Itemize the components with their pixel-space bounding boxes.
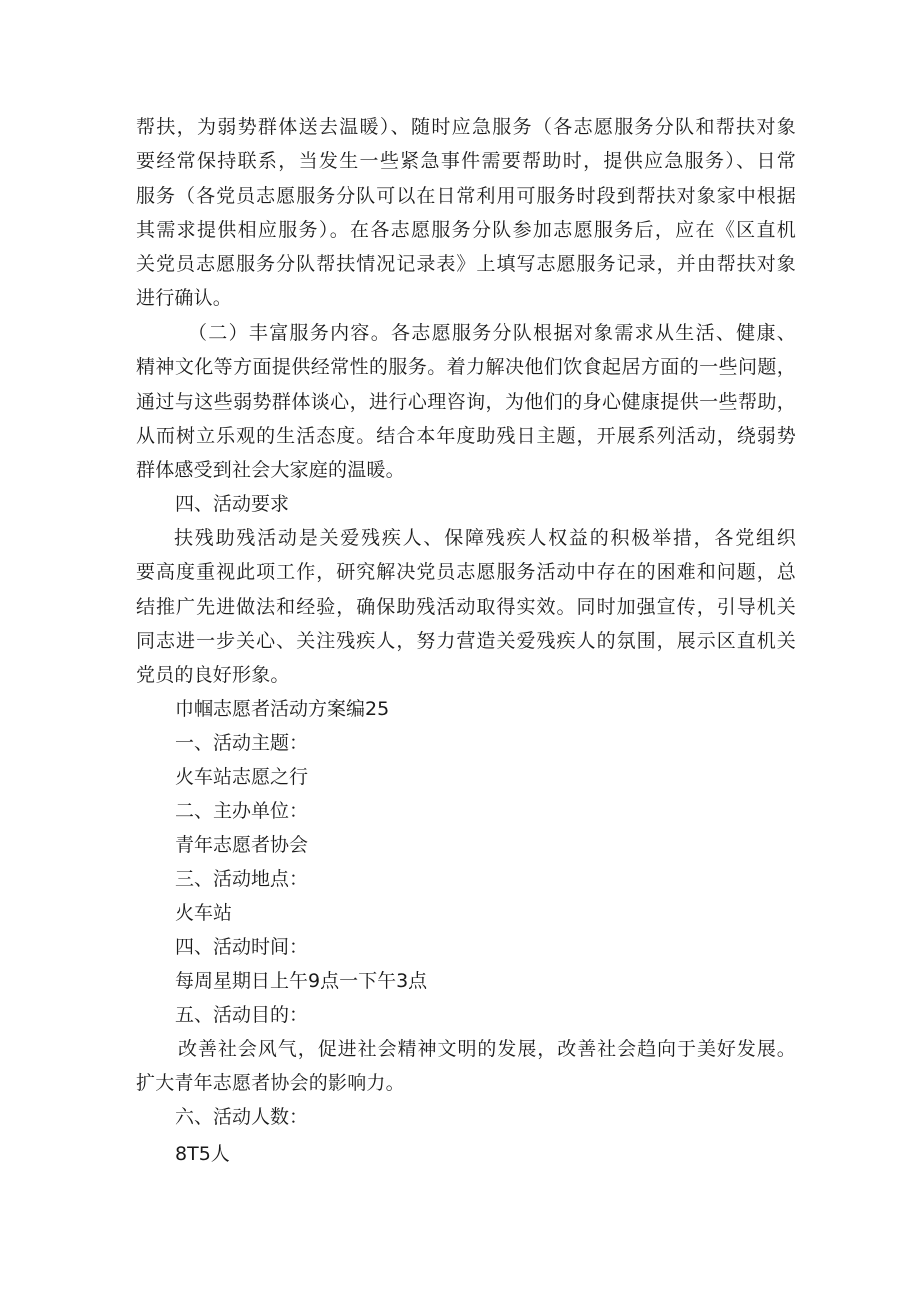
theme-value: 火车站志愿之行 (175, 766, 309, 788)
text-line: 党员的良好形象。 (136, 664, 290, 687)
paragraph-requirements (136, 521, 796, 692)
paragraph-service-types (136, 110, 796, 316)
paragraph-service-content (136, 316, 796, 487)
text-line: 结推广先进做法和经验，确保助残活动取得实效。同时加强宣传，引导机关 (136, 595, 796, 618)
heading-activity-requirements: 四、活动要求 (175, 493, 290, 515)
text-line: 要经常保持联系，当发生一些紧急事件需要帮助时，提供应急服务）、日常 (136, 150, 796, 173)
time-label: 四、活动时间： (175, 936, 309, 958)
participant-count-label: 六、活动人数： (175, 1106, 309, 1128)
text-line: 其需求提供相应服务）。在各志愿服务分队参加志愿服务后，应在《区直机 (136, 218, 796, 241)
text-line: 扶残助残活动是关爱残疾人、保障残疾人权益的积极举措，各党组织 (174, 527, 796, 549)
text-line: 改善社会风气，促进社会精神文明的发展，改善社会趋向于美好发展。 (178, 1038, 796, 1060)
location-value: 火车站 (175, 902, 233, 924)
theme-label: 一、活动主题： (175, 732, 309, 754)
time-value: 每周星期日上午9点一下午3点 (175, 970, 428, 992)
organizer-label: 二、主办单位： (175, 800, 309, 822)
text-line: 扩大青年志愿者协会的影响力。 (136, 1072, 405, 1095)
text-line: 同志进一步关心、关注残疾人，努力营造关爱残疾人的氛围，展示区直机关 (136, 629, 796, 652)
text-line: 关党员志愿服务分队帮扶情况记录表》上填写志愿服务记录，并由帮扶对象 (136, 253, 796, 276)
participant-count-value: 8T5人 (175, 1143, 230, 1165)
organizer-value: 青年志愿者协会 (175, 834, 309, 856)
purpose-label: 五、活动目的： (175, 1004, 309, 1026)
text-line: 要高度重视此项工作，研究解决党员志愿服务活动中存在的困难和问题，总 (136, 561, 796, 584)
text-line: 群体感受到社会大家庭的温暖。 (136, 459, 405, 482)
text-line: 进行确认。 (136, 287, 233, 310)
text-line: 从而树立乐观的生活态度。结合本年度助残日主题，开展系列活动，绕弱势 (136, 424, 796, 447)
text-line: （二）丰富服务内容。各志愿服务分队根据对象需求从生活、健康、 (188, 322, 796, 344)
location-label: 三、活动地点： (175, 868, 309, 890)
text-line: 通过与这些弱势群体谈心，进行心理咨询，为他们的身心健康提供一些帮助， (136, 390, 796, 413)
text-line: 服务（各党员志愿服务分队可以在日常利用可服务时段到帮扶对象家中根据 (136, 184, 796, 207)
section-title: 巾帼志愿者活动方案编25 (175, 698, 390, 720)
text-line: 帮扶，为弱势群体送去温暖）、随时应急服务（各志愿服务分队和帮扶对象 (136, 116, 796, 138)
text-line: 精神文化等方面提供经常性的服务。着力解决他们饮食起居方面的一些问题， (136, 356, 796, 379)
paragraph-purpose (136, 1032, 796, 1101)
